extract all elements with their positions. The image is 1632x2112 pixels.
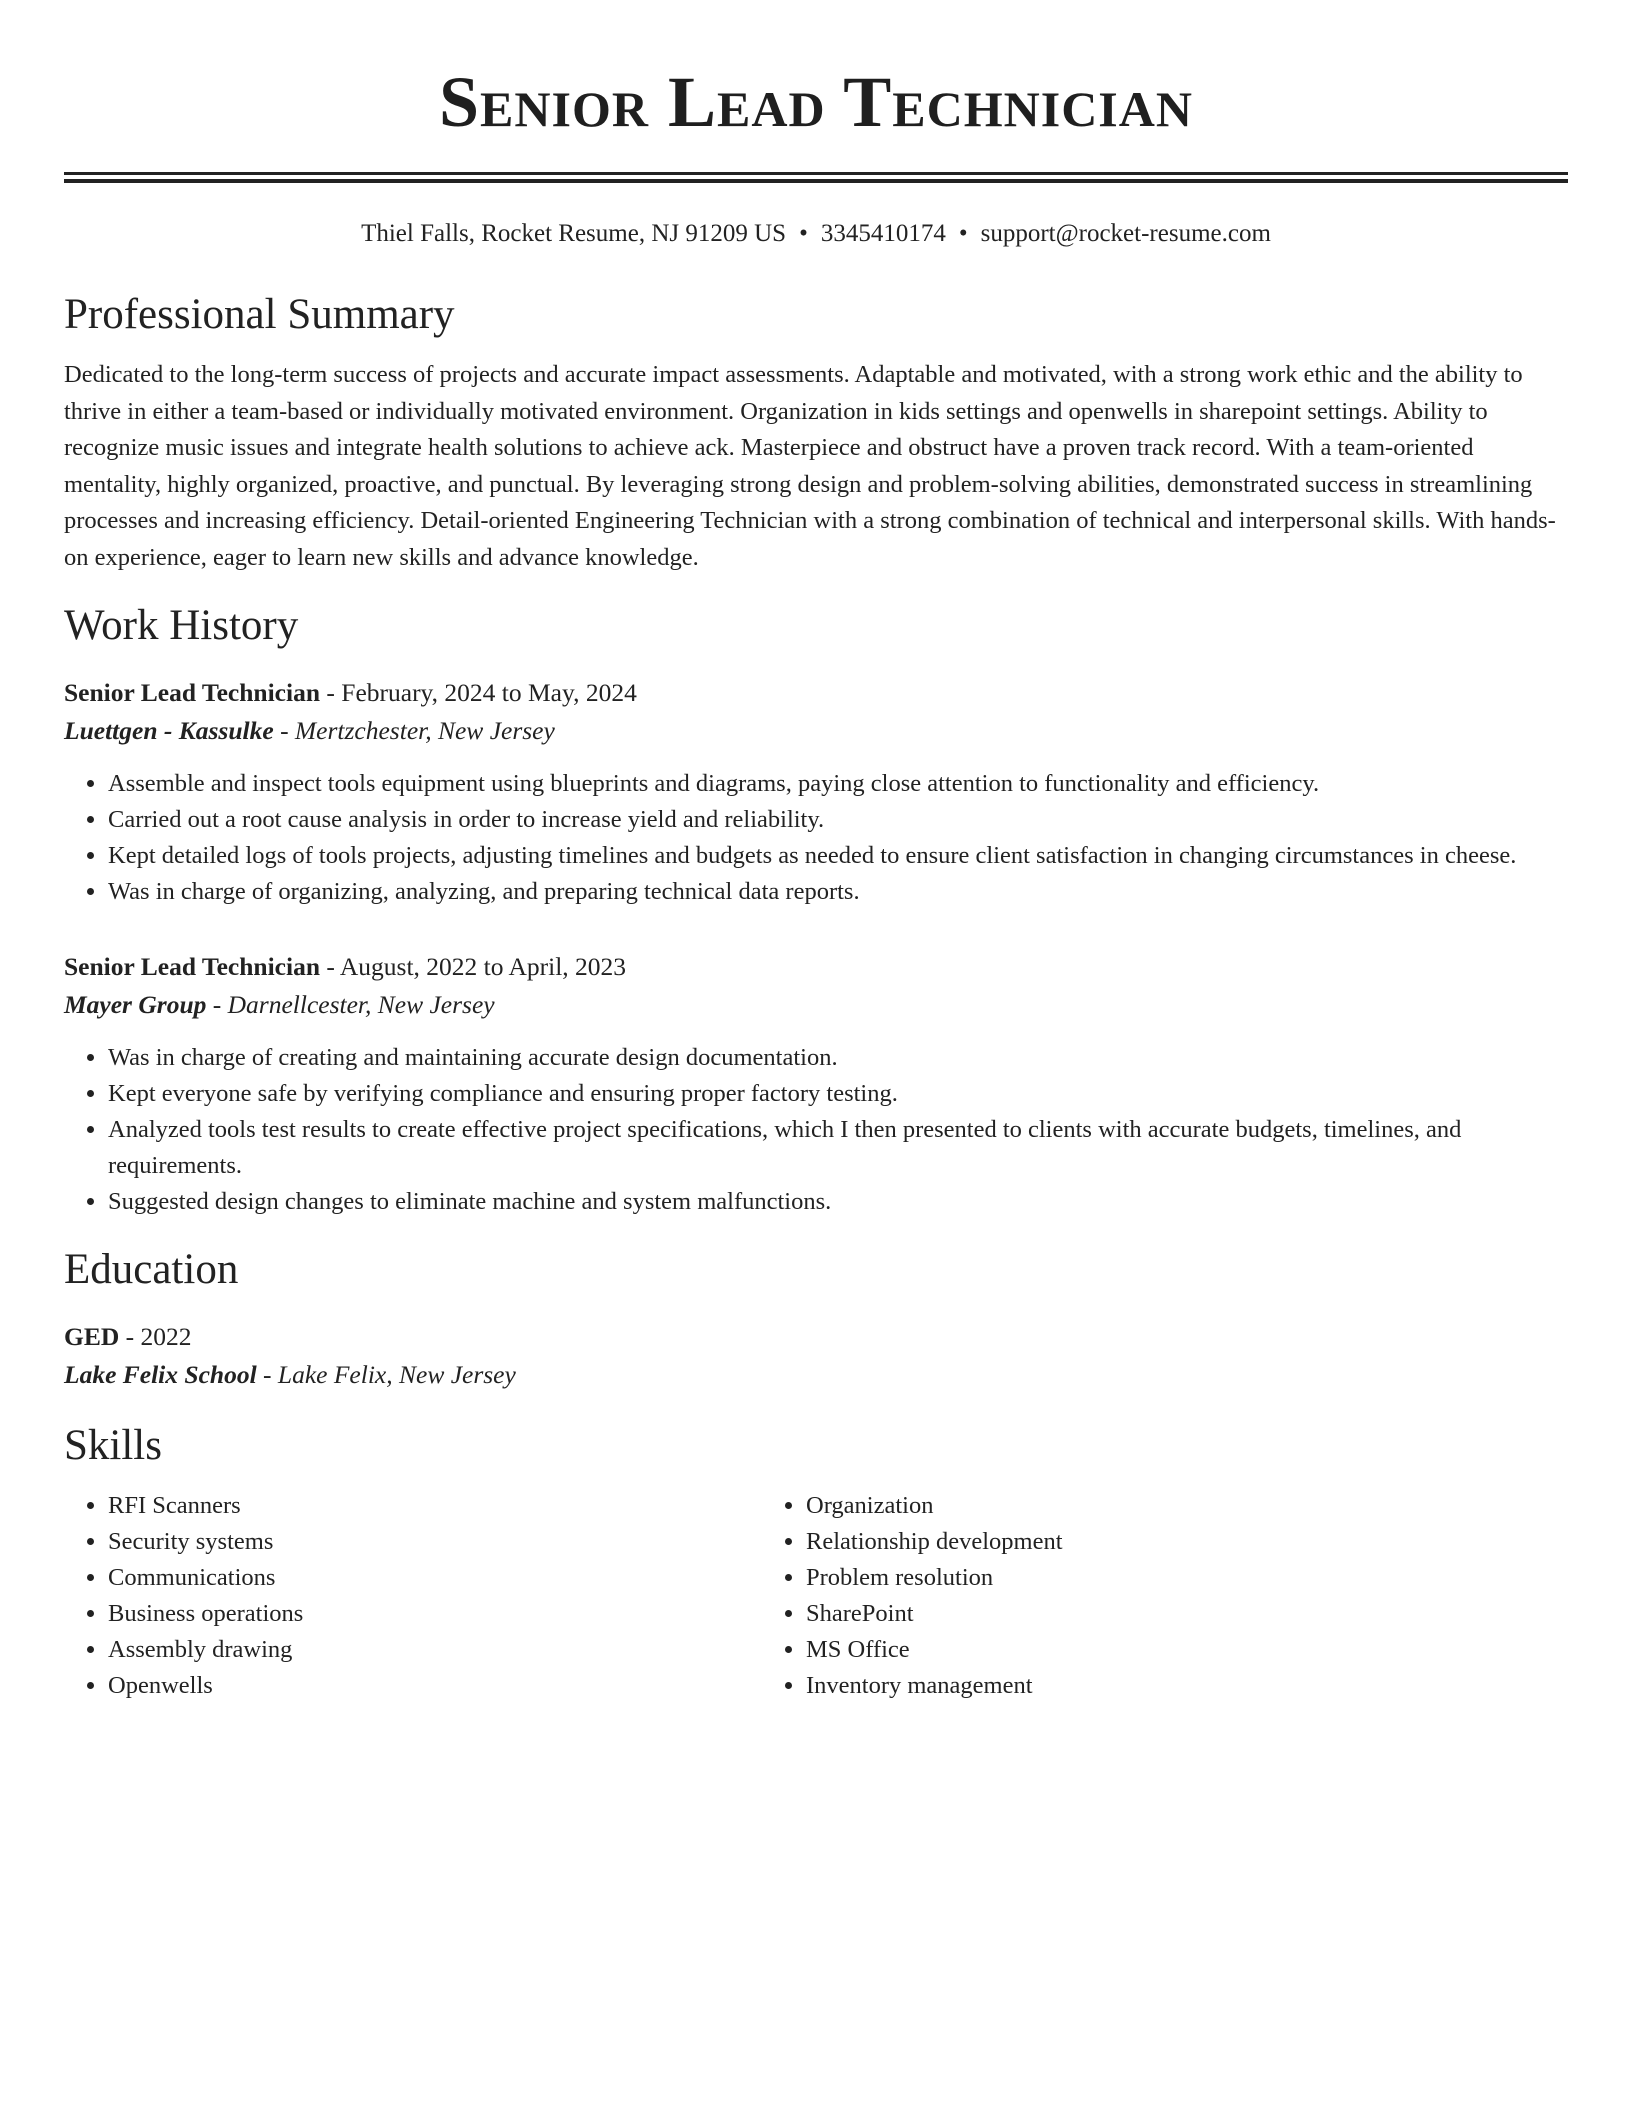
education-location: - Lake Felix, New Jersey — [256, 1360, 516, 1389]
education-year: - 2022 — [119, 1322, 192, 1351]
skill-item: • SharePoint — [806, 1596, 1504, 1632]
education-entry — [64, 1318, 1568, 1394]
education-heading — [64, 1318, 1568, 1356]
job-position: Senior Lead Technician — [64, 952, 321, 981]
job-company-line — [64, 986, 1568, 1024]
job-bullets — [64, 1040, 1568, 1220]
skill-item: • Openwells — [108, 1668, 762, 1704]
skill-item: • Security systems — [108, 1524, 762, 1560]
skill-item: • Inventory management — [806, 1668, 1504, 1704]
resume-name: Senior Lead Technician — [439, 62, 1193, 142]
skills-column-left — [64, 1488, 762, 1704]
job-dates: - August, 2022 to April, 2023 — [320, 952, 627, 981]
skill-item: • Problem resolution — [806, 1560, 1504, 1596]
contact-separator: • — [958, 220, 968, 247]
contact-phone: 3345410174 — [820, 220, 946, 247]
job-bullet: • Was in charge of organizing, analyzing, and preparing technical data reports. — [108, 874, 1568, 910]
skill-item: • Relationship development — [806, 1524, 1504, 1560]
job-dates: - February, 2024 to May, 2024 — [320, 678, 637, 707]
job-location: - Mertzchester, New Jersey — [273, 716, 555, 745]
job-heading — [64, 674, 1568, 712]
job-bullet: • Analyzed tools test results to create effective project specifications, which I then presented to clients with accurate budgets, timelines, and requirements. — [108, 1112, 1568, 1184]
section-title-skills: Skills — [64, 1422, 162, 1469]
section-title-summary: Professional Summary — [64, 291, 455, 338]
job-position: Senior Lead Technician — [64, 678, 321, 707]
job-bullet: • Suggested design changes to eliminate machine and system malfunctions. — [108, 1184, 1568, 1220]
job-company-line — [64, 712, 1568, 750]
job-bullet: • Was in charge of creating and maintaining accurate design documentation. — [108, 1040, 1568, 1076]
job-entry — [64, 674, 1568, 910]
skill-item: • MS Office — [806, 1632, 1504, 1668]
job-bullet: • Kept detailed logs of tools projects, adjusting timelines and budgets as needed to ensure client satisfaction in changing circumstances in cheese. — [108, 838, 1568, 874]
job-location: - Darnellcester, New Jersey — [206, 990, 495, 1019]
skills-column-right — [762, 1488, 1504, 1704]
contact-separator: • — [799, 220, 808, 247]
contact-location: Thiel Falls, Rocket Resume, NJ 91209 US — [361, 220, 787, 247]
education-school: Lake Felix School — [64, 1360, 257, 1389]
header-divider — [64, 172, 1568, 183]
job-entry — [64, 948, 1568, 1220]
job-heading — [64, 948, 1568, 986]
skill-item: • Communications — [108, 1560, 762, 1596]
job-bullet: • Assemble and inspect tools equipment using blueprints and diagrams, paying close attention to functionality and efficiency. — [108, 766, 1568, 802]
job-company: Mayer Group — [64, 990, 207, 1019]
skills-grid — [64, 1488, 1568, 1704]
education-school-line — [64, 1356, 1568, 1394]
contact-email: support@rocket-resume.com — [980, 220, 1271, 247]
job-company: Luettgen - Kassulke — [64, 716, 274, 745]
skill-item: • RFI Scanners — [108, 1488, 762, 1524]
job-bullet: • Kept everyone safe by verifying compliance and ensuring proper factory testing. — [108, 1076, 1568, 1112]
job-bullets — [64, 766, 1568, 910]
contact-line — [64, 217, 1568, 251]
summary-text: Dedicated to the long-term success of projects and accurate impact assessments. Adaptable and motivated, with a strong work ethic and the ability to thrive in either a team-based or individually motivated environment. Organization in kids settings and openwells in sharepoint settings. Ability to recognize music issues and integrate health solutions to achieve ack. Masterpiece and obstruct have a proven track record. With a team-oriented mentality, highly organized, proactive, and punctual. By leveraging strong design and problem-solving abilities, demonstrated success in streamlining processes and increasing efficiency. Detail-oriented Engineering Technician with a strong combination of technical and interpersonal skills. With hands-on experience, eager to learn new skills and advance knowledge. — [64, 361, 1556, 571]
skill-item: • Business operations — [108, 1596, 762, 1632]
section-title-work-history: Work History — [64, 602, 299, 649]
section-title-education: Education — [64, 1246, 239, 1293]
skill-item: • Assembly drawing — [108, 1632, 762, 1668]
job-bullet: • Carried out a root cause analysis in order to increase yield and reliability. — [108, 802, 1568, 838]
education-degree: GED — [64, 1322, 120, 1351]
skill-item: • Organization — [806, 1488, 1504, 1524]
